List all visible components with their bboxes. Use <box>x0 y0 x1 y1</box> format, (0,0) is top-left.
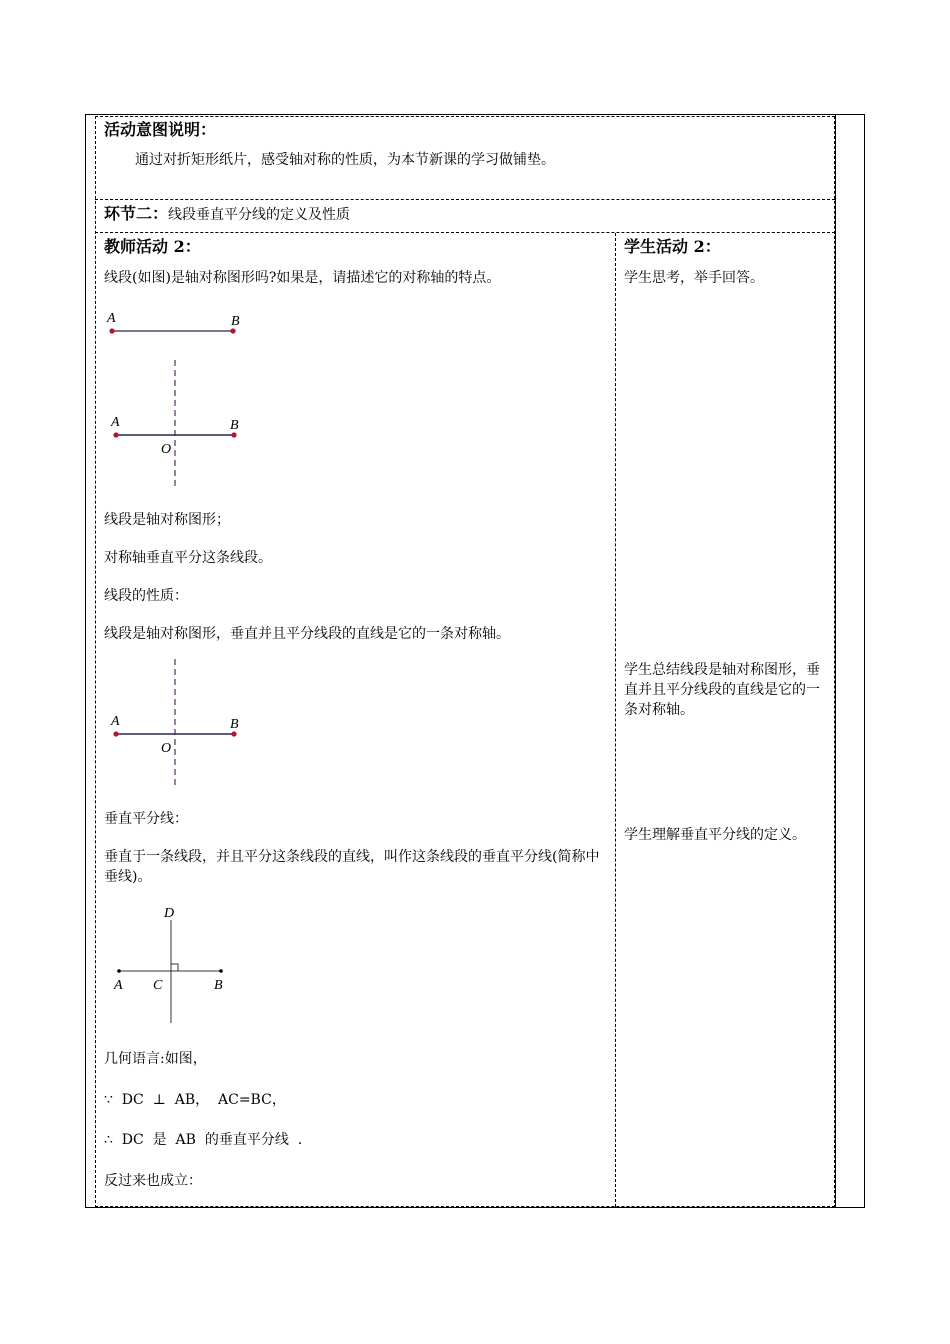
dashed-bottom-border <box>95 1206 835 1207</box>
dashed-left-border <box>95 116 96 1208</box>
teacher-question: 线段(如图)是轴对称图形吗?如果是，请描述它的对称轴的特点。 <box>104 270 501 286</box>
teacher-para-6: 垂直于一条线段，并且平分这条线段的直线，叫作这条线段的垂直平分线(简称中垂线)。 <box>104 849 600 885</box>
point-b <box>219 969 223 973</box>
label-b: B <box>214 978 223 993</box>
teacher-para-1: 线段是轴对称图形； <box>104 512 230 528</box>
row-divider-2 <box>95 232 835 233</box>
teacher-para-8: ∵ DC ⊥ AB， AC=BC， <box>104 1092 286 1108</box>
student-para-3: 学生理解垂直平分线的定义。 <box>624 827 806 843</box>
teacher-para-9: ∴ DC 是 AB 的垂直平分线 . <box>104 1132 303 1148</box>
teacher-para-3: 线段的性质： <box>104 588 188 604</box>
label-d: D <box>164 906 175 921</box>
figure-segment-axis <box>100 358 260 493</box>
label-a: A <box>114 978 123 993</box>
figure-perpendicular-bisector <box>105 900 245 1030</box>
point-b <box>231 731 236 736</box>
label-o: O <box>161 442 172 457</box>
point-a <box>117 969 121 973</box>
label-b: B <box>230 717 239 732</box>
teacher-para-4: 线段是轴对称图形，垂直并且平分线段的直线是它的一条对称轴。 <box>104 626 510 642</box>
point-b <box>230 328 235 333</box>
label-a: A <box>111 714 120 729</box>
label-a: A <box>107 311 116 326</box>
student-para-2: 学生总结线段是轴对称图形，垂直并且平分线段的直线是它的一条对称轴。 <box>624 662 820 718</box>
point-b <box>231 432 236 437</box>
section-heading-step2 <box>104 204 350 225</box>
teacher-activity-heading: 教师活动 2： <box>104 237 201 256</box>
teacher-para-10: 反过来也成立： <box>104 1173 202 1189</box>
point-a <box>113 432 118 437</box>
label-b: B <box>230 418 239 433</box>
section-heading-intent: 活动意图说明： <box>104 120 217 139</box>
student-activity-heading: 学生活动 2： <box>624 237 721 256</box>
label-b: B <box>231 314 240 329</box>
figure-segment-axis-2 <box>100 657 260 792</box>
teacher-para-2: 对称轴垂直平分这条线段。 <box>104 550 272 566</box>
student-para-1: 学生思考，举手回答。 <box>624 270 764 286</box>
dashed-right-border <box>834 116 835 1208</box>
label-c: C <box>153 978 163 993</box>
point-a <box>109 328 114 333</box>
right-angle-mark <box>171 964 178 971</box>
teacher-para-7: 几何语言:如图， <box>104 1051 207 1067</box>
step2-label: 环节二： <box>104 204 169 223</box>
figure-segment-ab <box>100 305 260 345</box>
row-divider-1 <box>95 199 835 200</box>
teacher-para-5: 垂直平分线： <box>104 811 188 827</box>
table-inner-border <box>835 114 836 1208</box>
dashed-top-border <box>95 116 835 117</box>
label-o: O <box>161 741 172 756</box>
column-divider <box>615 233 616 1207</box>
step2-title: 线段垂直平分线的定义及性质 <box>168 207 351 223</box>
label-a: A <box>111 415 120 430</box>
section-body-intent: 通过对折矩形纸片，感受轴对称的性质，为本节新课的学习做铺垫。 <box>135 152 555 168</box>
point-a <box>113 731 118 736</box>
